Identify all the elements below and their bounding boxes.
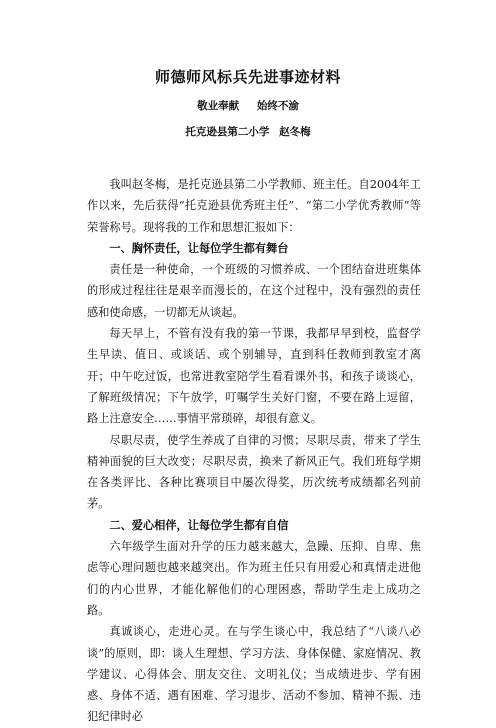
paragraph: 每天早上，不管有没有我的第一节课，我都早早到校，监督学生早读、值日、或谈话、或个别辅导，直到科任教师到教室才离开；中午吃过饭，也常进教室陪学生看看课外书，和孩子谈谈心，了解班级情况；下午放学，叮嘱学生关好门窗，不要在路上逗留，路上注意安全……事情平常琐碎，却很有意义。 bbox=[87, 327, 421, 426]
paragraph: 责任是一种使命，一个班级的习惯养成、一个团结奋进班集体的形成过程往往是艰辛而漫长的，在这个过程中，没有强烈的责任感和使命感，一切都无从谈起。 bbox=[87, 263, 421, 319]
paragraph: 六年级学生面对升学的压力越来越大，急躁、压抑、自卑、焦虑等心理问题也越来越突出。作为班主任只有用爱心和真情走进他们的内心世界，才能化解他们的心理困惑，帮助学生走上成功之路。 bbox=[87, 540, 421, 617]
section-heading-1: 一、胸怀责任，让每位学生都有舞台 bbox=[109, 240, 289, 255]
document-motto: 敬业奉献 始终不渝 bbox=[197, 100, 299, 112]
section-heading-2: 二、爱心相伴，让每位学生都有自信 bbox=[109, 517, 289, 532]
document-body bbox=[87, 174, 421, 728]
author-line: 托克逊县第二小学 赵冬梅 bbox=[185, 126, 311, 138]
document-title: 师德师风标兵先进事迹材料 bbox=[154, 68, 341, 86]
paragraph: 尽职尽责，使学生养成了自律的习惯；尽职尽责，带来了学生精神面貌的巨大改变；尽职尽责，换来了新风正气。我们班每学期在各类评比、各种比赛项目中屡次得奖，历次统考成绩都名列前茅。 bbox=[87, 433, 421, 511]
paragraph-intro: 我叫赵冬梅，是托克逊县第二小学教师、班主任。自2004年工作以来，先后获得“托克逊县优秀班主任”、“第二小学优秀教师”等荣誉称号。现将我的工作和思想汇报如下： bbox=[87, 178, 421, 234]
paragraph: 真诚谈心，走进心灵。在与学生谈心中，我总结了“八谈八必谈”的原则，即：谈人生理想、学习方法、身体保健、家庭情况、教学建议、心得体会、朋友交往、文明礼仪；当成绩进步、学有困惑、身体不适、遇有困难、学习退步、活动不参加、精神不振、违犯纪律时必 bbox=[87, 625, 421, 724]
